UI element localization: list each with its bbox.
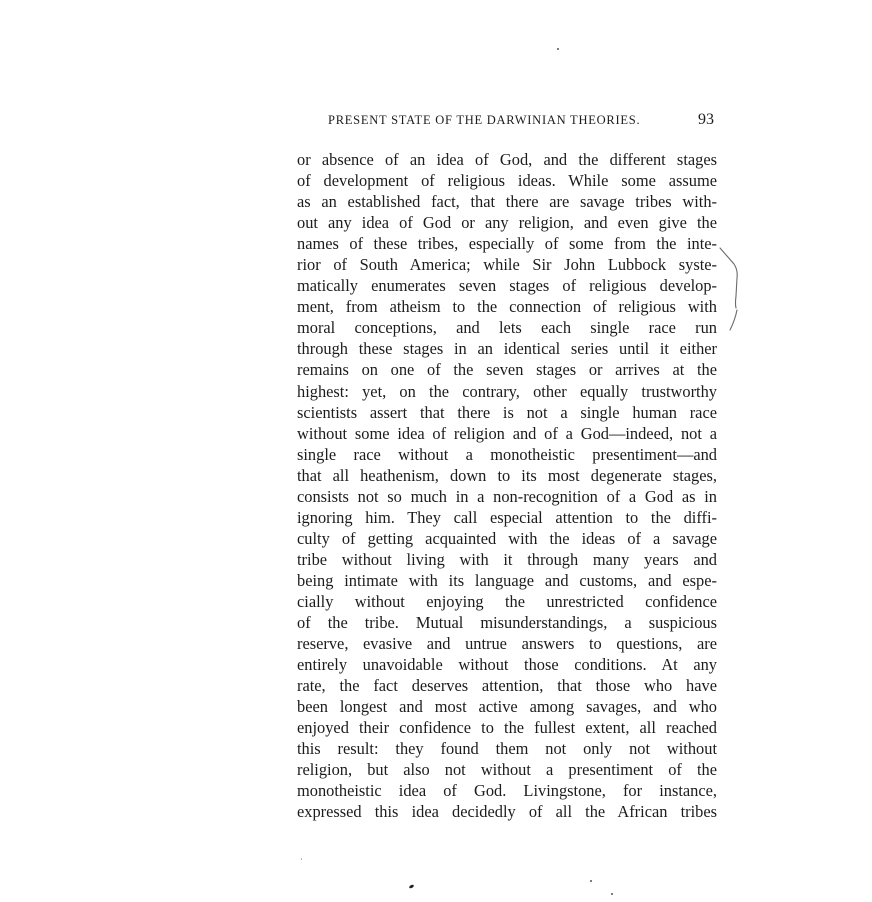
page-number: 93 [698, 111, 714, 128]
text-line: ignoring him. They call especial attention to the diffi- [297, 507, 717, 527]
text-line: this result: they found them not only not without [297, 739, 717, 759]
text-line: entirely unavoidable without those conditions. At any [297, 655, 717, 675]
text-line: reserve, evasive and untrue answers to questions, are [297, 634, 717, 654]
text-line: rate, the fact deserves attention, that those who have [297, 676, 717, 696]
text-line: religion, but also not without a presentiment of the [297, 760, 717, 780]
text-line: expressed this idea decidedly of all the African tribes [297, 802, 717, 822]
text-line: rior of South America; while Sir John Lubbock syste- [297, 255, 717, 275]
text-line: been longest and most active among savages, and who [297, 697, 717, 717]
text-line: moral conceptions, and lets each single race run [297, 318, 717, 338]
text-line: out any idea of God or any religion, and even give the [297, 213, 717, 233]
text-line: tribe without living with it through many years and [297, 549, 717, 569]
text-line: matically enumerates seven stages of religious develop- [297, 276, 717, 296]
text-line: remains on one of the seven stages or arrives at the [297, 360, 717, 380]
pencil-bracket-mark [718, 246, 748, 336]
text-line: without some idea of religion and of a God—indeed, not a [297, 423, 717, 443]
paper-speck [590, 880, 592, 882]
running-title: PRESENT STATE OF THE DARWINIAN THEORIES. [328, 113, 641, 127]
text-line: or absence of an idea of God, and the different stages [297, 150, 717, 169]
text-line: monotheistic idea of God. Livingstone, for instance, [297, 781, 717, 801]
text-line: scientists assert that there is not a single human race [297, 402, 717, 422]
text-line: ment, from atheism to the connection of religious with [297, 297, 717, 317]
text-line: of development of religious ideas. While some assume [297, 171, 717, 191]
text-line: of the tribe. Mutual misunderstandings, a suspicious [297, 613, 717, 633]
text-line: names of these tribes, especially of some from the inte- [297, 234, 717, 254]
body-text [297, 149, 717, 823]
paper-speck [557, 48, 559, 50]
paper-speck [301, 858, 302, 860]
paper-speck [611, 893, 613, 895]
text-line: as an established fact, that there are savage tribes with- [297, 192, 717, 212]
text-line: through these stages in an identical series until it either [297, 339, 717, 359]
paper-speck [409, 884, 415, 889]
text-line: single race without a monotheistic presentiment—and [297, 444, 717, 464]
text-line: that all heathenism, down to its most degenerate stages, [297, 465, 717, 485]
text-line: enjoyed their confidence to the fullest extent, all reached [297, 718, 717, 738]
text-line: highest: yet, on the contrary, other equally trustworthy [297, 381, 717, 401]
text-line: consists not so much in a non-recognition of a God as in [297, 486, 717, 506]
text-line: cially without enjoying the unrestricted confidence [297, 591, 717, 611]
text-line: culty of getting acquainted with the ideas of a savage [297, 528, 717, 548]
running-head [298, 111, 716, 131]
text-line: being intimate with its language and customs, and espe- [297, 570, 717, 590]
